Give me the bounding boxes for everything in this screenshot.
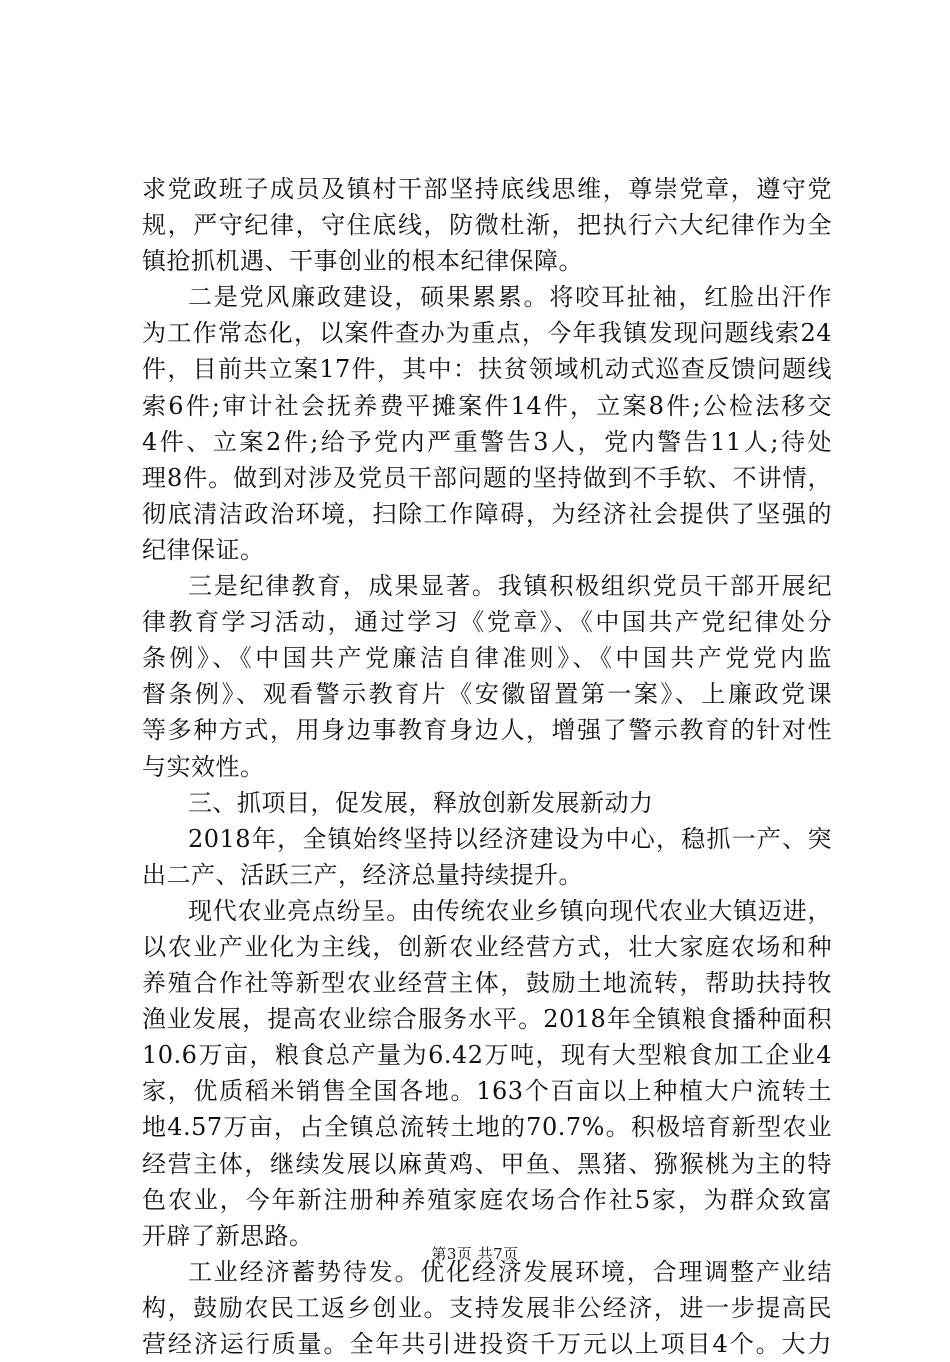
text-line: 等多种方式，用身边事教育身边人，增强了警示教育的针对性 <box>142 716 832 745</box>
text-line: 二是党风廉政建设，硕果累累。将咬耳扯袖，红脸出汗作 <box>188 283 832 312</box>
text-line: 三是纪律教育，成果显著。我镇积极组织党员干部开展纪 <box>188 572 832 601</box>
text-line: 家，优质稻米销售全国各地。163个百亩以上种植大户流转土 <box>142 1077 832 1106</box>
text-line: 养殖合作社等新型农业经营主体，鼓励土地流转，帮助扶持牧 <box>142 969 832 998</box>
text-line: 规，严守纪律，守住底线，防微杜渐，把执行六大纪律作为全 <box>142 211 832 240</box>
text-line: 4件、立案2件;给予党内严重警告3人，党内警告11人;待处 <box>142 427 832 456</box>
text-line: 条例》、《中国共产党廉洁自律准则》、《中国共产党党内监 <box>142 644 832 673</box>
text-line: 经营主体，继续发展以麻黄鸡、甲鱼、黑猪、猕猴桃为主的特 <box>142 1149 832 1178</box>
text-line: 求党政班子成员及镇村干部坚持底线思维，尊崇党章，遵守党 <box>142 175 832 203</box>
text-line: 10.6万亩，粮食总产量为6.42万吨，现有大型粮食加工企业4 <box>142 1041 832 1070</box>
text-line: 督条例》、观看警示教育片《安徽留置第一案》、上廉政党课 <box>142 680 832 709</box>
text-line: 律教育学习活动，通过学习《党章》、《中国共产党纪律处分 <box>142 608 832 637</box>
text-line: 现代农业亮点纷呈。由传统农业乡镇向现代农业大镇迈进， <box>188 896 832 925</box>
text-line: 开辟了新思路。 <box>142 1221 314 1250</box>
text-line: 出二产、活跃三产，经济总量持续提升。 <box>142 860 583 889</box>
text-line: 理8件。做到对涉及党员干部问题的坚持做到不手软、不讲情， <box>142 463 832 492</box>
text-line: 地4.57万亩，占全镇总流转土地的70.7%。积极培育新型农业 <box>142 1113 832 1142</box>
text-line: 镇抢抓机遇、干事创业的根本纪律保障。 <box>142 247 583 276</box>
text-line: 工业经济蓄势待发。优化经济发展环境，合理调整产业结 <box>188 1257 832 1286</box>
text-line: 为工作常态化，以案件查办为重点，今年我镇发现问题线索24 <box>142 319 832 348</box>
text-line: 索6件;审计社会抚养费平摊案件14件，立案8件;公检法移交 <box>142 391 832 420</box>
text-line: 2018年，全镇始终坚持以经济建设为中心，稳抓一产、突 <box>188 824 832 853</box>
text-line: 渔业发展，提高农业综合服务水平。2018年全镇粮食播种面积 <box>142 1005 832 1034</box>
text-line: 件，目前共立案17件，其中：扶贫领域机动式巡查反馈问题线 <box>142 355 832 384</box>
text-line: 彻底清洁政治环境，扫除工作障碍，为经济社会提供了坚强的 <box>142 499 832 528</box>
text-line: 与实效性。 <box>142 752 265 781</box>
text-line: 构，鼓励农民工返乡创业。支持发展非公经济，进一步提高民 <box>142 1293 832 1322</box>
document-body <box>142 171 832 1362</box>
text-line: 营经济运行质量。全年共引进投资千万元以上项目4个。大力 <box>142 1330 832 1358</box>
page-footer: 第3页 共7页 <box>431 1245 519 1263</box>
text-line: 三、抓项目，促发展，释放创新发展新动力 <box>188 788 654 817</box>
text-line: 以农业产业化为主线，创新农业经营方式，壮大家庭农场和种 <box>142 932 832 961</box>
text-line: 纪律保证。 <box>142 535 265 564</box>
text-line: 色农业，今年新注册种养殖家庭农场合作社5家，为群众致富 <box>142 1185 832 1214</box>
